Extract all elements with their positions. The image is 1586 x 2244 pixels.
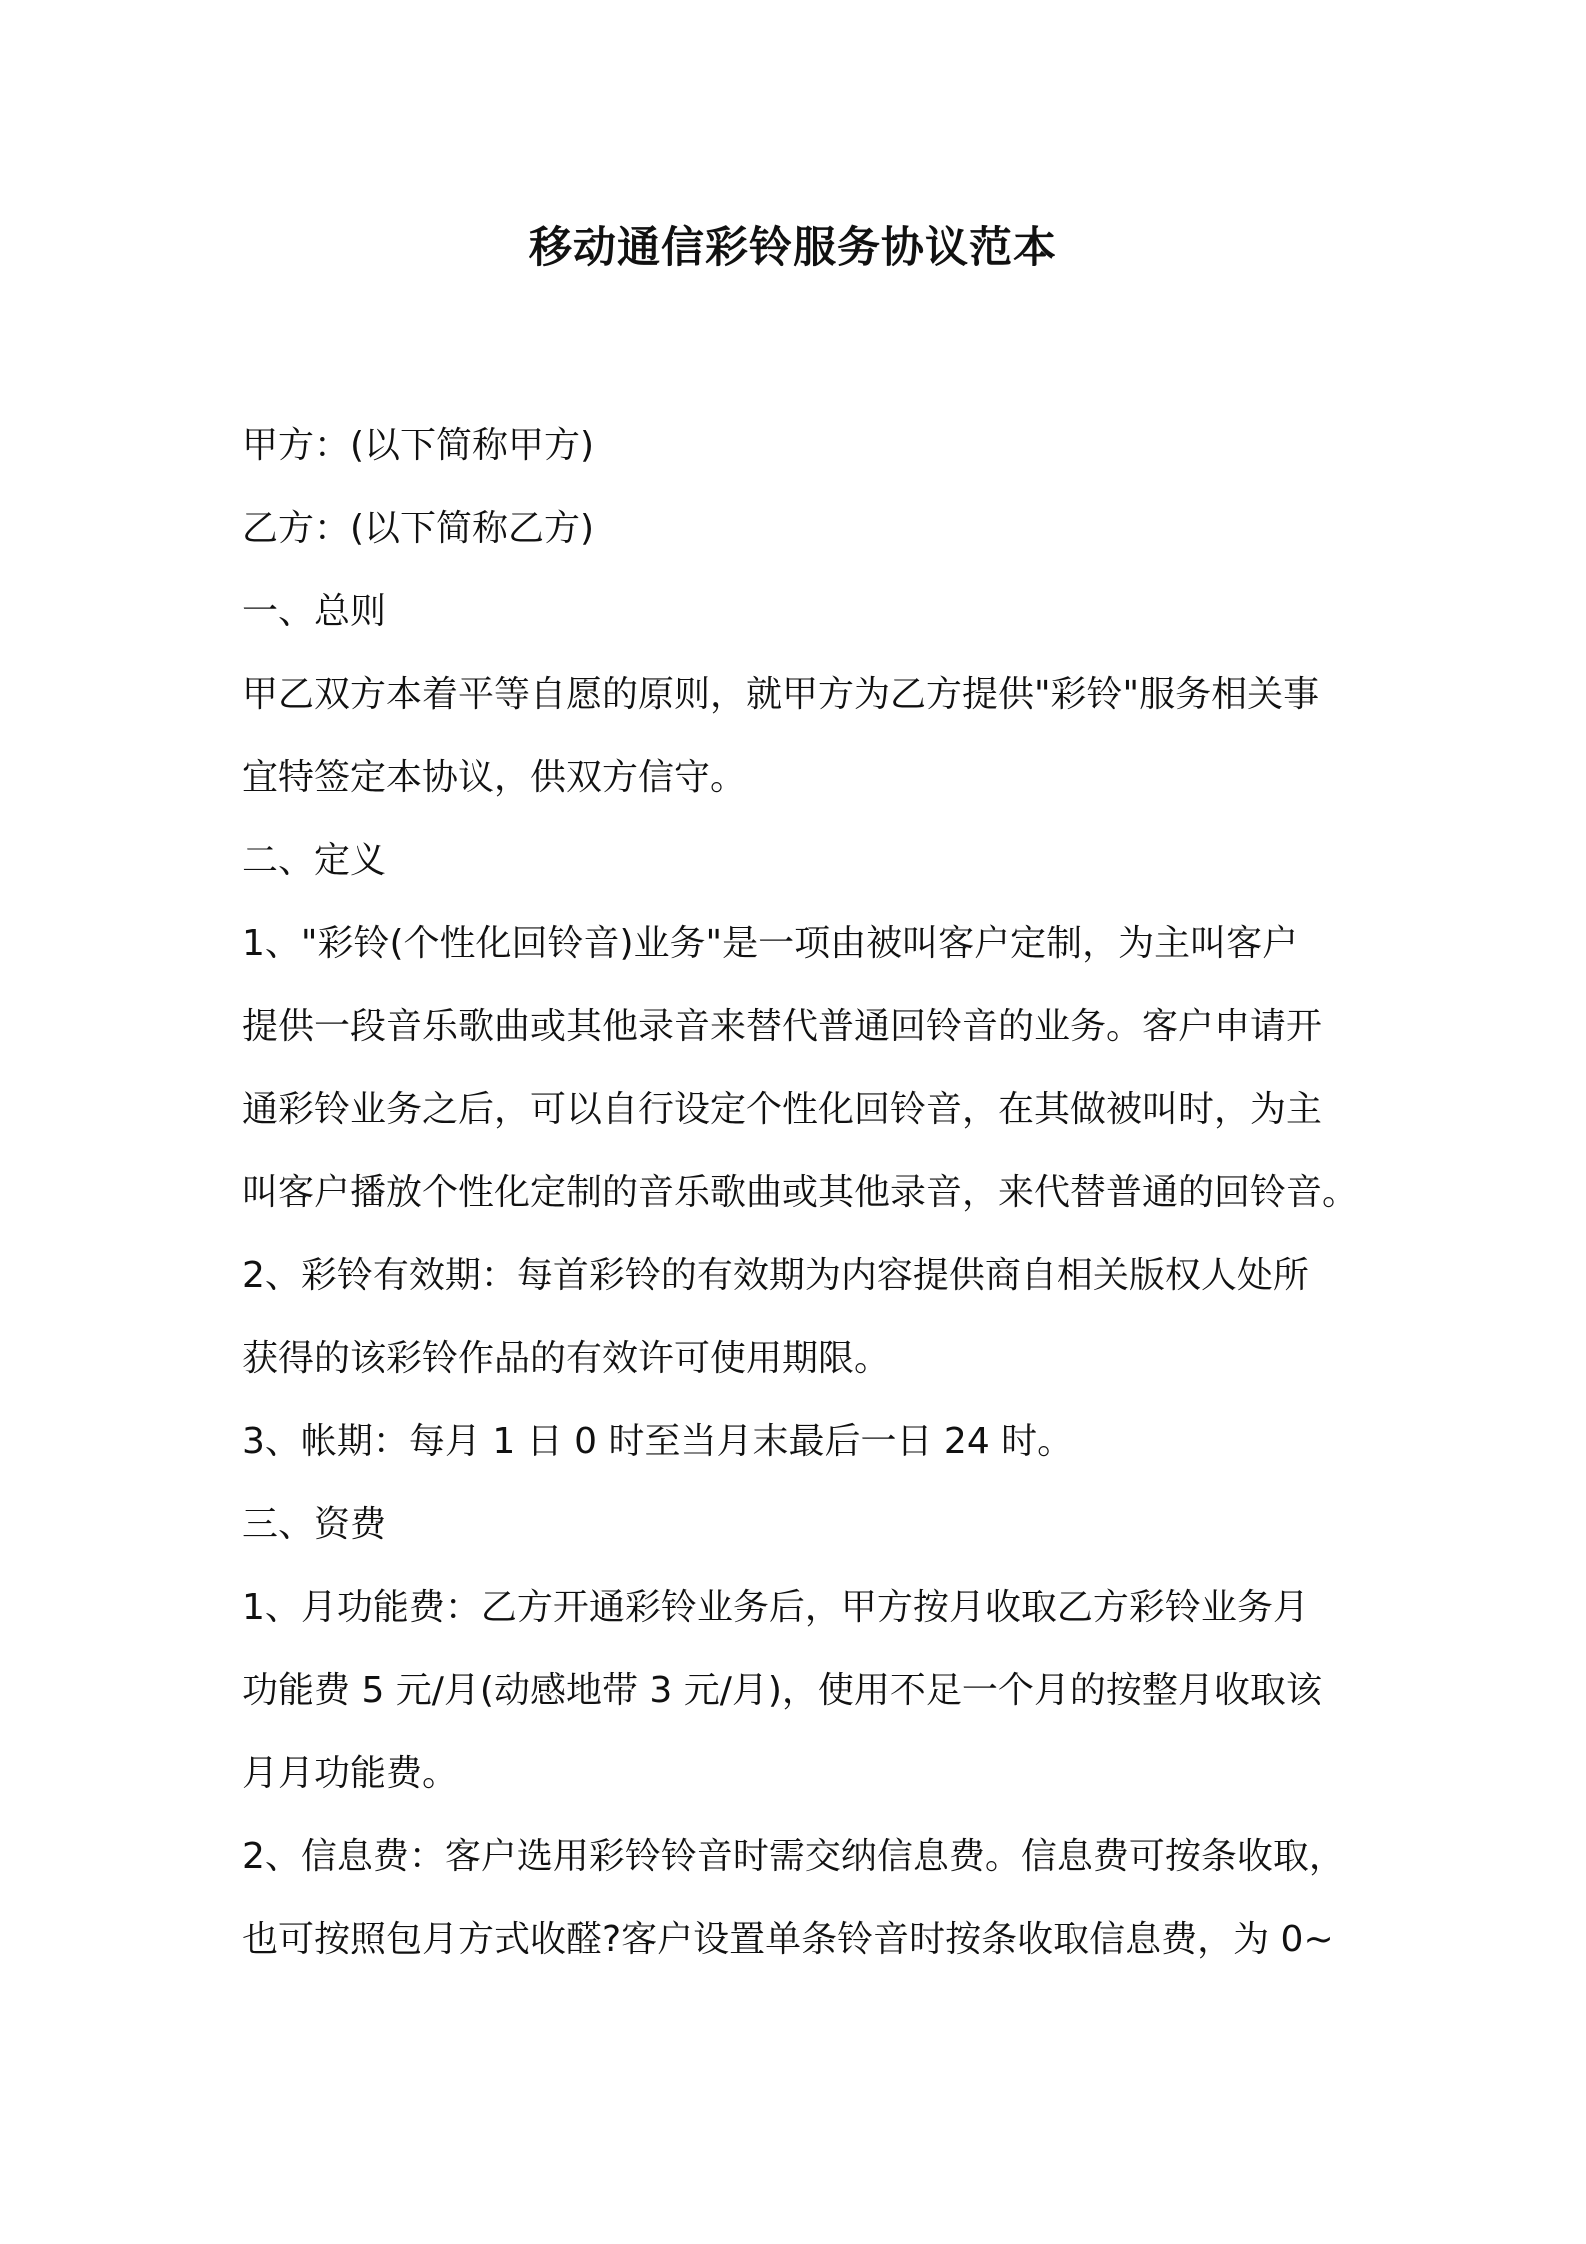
text-line-party-a: 甲方：(以下简称甲方) — [242, 425, 595, 466]
text-line: 通彩铃业务之后，可以自行设定个性化回铃音，在其做被叫时，为主 — [242, 1089, 1323, 1130]
section-heading-definitions: 二、定义 — [242, 840, 387, 881]
text-line: 获得的该彩铃作品的有效许可使用期限。 — [242, 1338, 891, 1379]
section-heading-general: 一、总则 — [242, 591, 387, 632]
document-title: 移动通信彩铃服务协议范本 — [529, 223, 1057, 273]
text-line: 宜特签定本协议，供双方信守。 — [242, 757, 747, 798]
text-line: 2、彩铃有效期：每首彩铃的有效期为内容提供商自相关版权人处所 — [242, 1255, 1309, 1296]
text-line: 2、信息费：客户选用彩铃铃音时需交纳信息费。信息费可按条收取， — [242, 1836, 1345, 1877]
text-line: 月月功能费。 — [242, 1753, 459, 1794]
text-line: 3、帐期：每月 1 日 0 时至当月末最后一日 24 时。 — [242, 1421, 1074, 1462]
text-line-party-b: 乙方：(以下简称乙方) — [242, 508, 595, 549]
text-line: 提供一段音乐歌曲或其他录音来替代普通回铃音的业务。客户申请开 — [242, 1006, 1323, 1047]
text-line: 叫客户播放个性化定制的音乐歌曲或其他录音，来代替普通的回铃音。 — [242, 1172, 1359, 1213]
text-line: 甲乙双方本着平等自愿的原则，就甲方为乙方提供"彩铃"服务相关事 — [242, 674, 1320, 715]
text-line: 1、月功能费：乙方开通彩铃业务后，甲方按月收取乙方彩铃业务月 — [242, 1587, 1309, 1628]
text-line: 功能费 5 元/月(动感地带 3 元/月)，使用不足一个月的按整月收取该 — [242, 1670, 1322, 1711]
text-line: 1、"彩铃(个性化回铃音)业务"是一项由被叫客户定制，为主叫客户 — [242, 923, 1299, 964]
document-body — [242, 404, 1392, 1981]
text-line: 也可按照包月方式收醛?客户设置单条铃音时按条收取信息费，为 0~ — [242, 1919, 1334, 1960]
section-heading-fees: 三、资费 — [242, 1504, 387, 1545]
